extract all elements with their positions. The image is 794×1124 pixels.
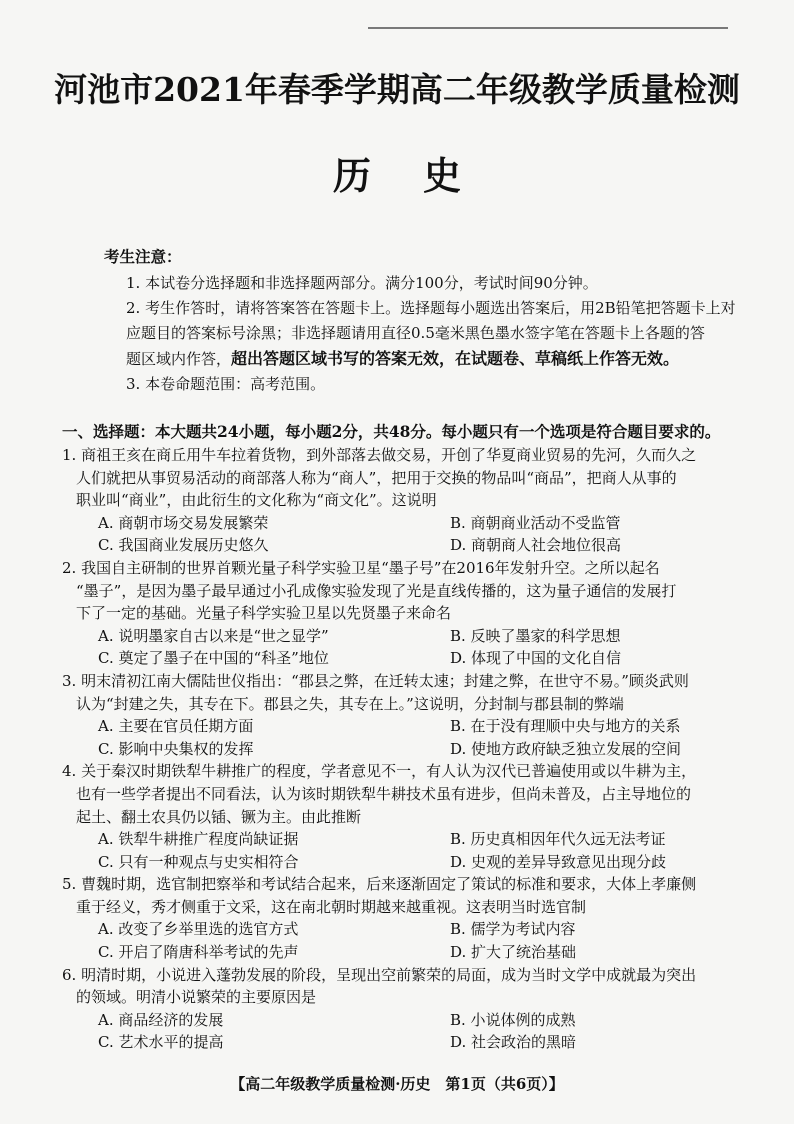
page-footer: 【高二年级教学质量检测·历史 第1页（共6页）】 [230,1075,564,1093]
exam-title: 河池市2021年春季学期高二年级教学质量检测 [54,70,740,109]
option-d: D. 史观的差异导致意见出现分歧 [450,852,667,871]
question-stem-line: 起土、翻土农具仍以锸、镢为主。由此推断 [76,807,362,826]
question-6 [62,964,782,1054]
option-c: C. 只有一种观点与史实相符合 [98,852,299,871]
option-c: C. 奠定了墨子在中国的“科圣”地位 [98,649,329,668]
question-stem-line: 重于经义，秀才侧重于文采，这在南北朝时期越来越重视。这表明当时选官制 [76,897,587,916]
option-a: A. 主要在官员任期方面 [98,717,254,736]
option-c: C. 开启了隋唐科举考试的先声 [98,943,299,962]
notice-emphasis: 超出答题区域书写的答案无效，在试题卷、草稿纸上作答无效。 [231,349,680,368]
option-c: C. 艺术水平的提高 [98,1033,224,1052]
question-stem-line: 认为“封建之失，其专在下。郡县之失，其专在上。”这说明，分封制与郡县制的弊端 [76,694,624,713]
question-list [62,444,782,1054]
option-b: B. 在于没有理顺中央与地方的关系 [450,717,681,736]
question-stem-line: 也有一些学者提出不同看法，认为该时期铁犁牛耕技术虽有进步，但尚未普及，占主导地位的 [76,784,692,803]
question-stem-line: 3. 明末清初江南大儒陆世仪指出：“郡县之弊，在迁转太速；封建之弊，在世守不易。”顾炎武则 [62,671,689,690]
question-2 [62,557,782,670]
question-5 [62,873,782,963]
option-b: B. 儒学为考试内容 [450,920,576,939]
question-stem-line: 6. 明清时期，小说进入蓬勃发展的阶段，呈现出空前繁荣的局面，成为当时文学中成就最为突出 [62,965,697,984]
question-stem-line: 人们就把从事贸易活动的商部落人称为“商人”，把用于交换的物品叫“商品”，把商人从事的 [76,468,677,487]
option-b: B. 历史真相因年代久远无法考证 [450,830,666,849]
question-stem-line: “墨子”，是因为墨子最早通过小孔成像实验发现了光是直线传播的，这为量子通信的发展打 [76,581,677,600]
option-b: B. 反映了墨家的科学思想 [450,626,621,645]
question-stem-line: 2. 我国自主研制的世界首颗光量子科学实验卫星“墨子号”在2016年发射升空。之所以起名 [62,558,660,577]
option-group [62,1009,782,1054]
question-4 [62,760,782,873]
option-a: A. 商朝市场交易发展繁荣 [98,513,269,532]
question-stem-line: 4. 关于秦汉时期铁犁牛耕推广的程度，学者意见不一，有人认为汉代已普遍使用或以牛耕为主， [62,762,697,781]
option-group [62,715,782,760]
subject-title: 历史 [332,153,513,198]
candidate-notice [86,244,766,397]
option-c: C. 影响中央集权的发挥 [98,739,254,758]
question-stem-line: 的领域。明清小说繁荣的主要原因是 [76,988,317,1007]
notice-item: 1. 本试卷分选择题和非选择题两部分。满分100分，考试时间90分钟。 [126,274,598,292]
option-b: B. 商朝商业活动不受监管 [450,513,621,532]
top-rule [368,27,728,29]
option-group [62,828,782,873]
option-group [62,918,782,963]
question-1 [62,444,782,557]
notice-heading: 考生注意： [104,247,182,266]
option-a: A. 改变了乡举里选的选官方式 [98,920,299,939]
notice-item-cont [86,346,766,372]
option-a: A. 铁犁牛耕推广程度尚缺证据 [98,830,299,849]
option-a: A. 商品经济的发展 [98,1010,224,1029]
option-a: A. 说明墨家自古以来是“世之显学” [98,626,329,645]
option-group [62,625,782,670]
option-b: B. 小说体例的成熟 [450,1010,576,1029]
question-stem-line: 下了一定的基础。光量子科学实验卫星以先贤墨子来命名 [76,604,452,623]
option-d: D. 社会政治的黑暗 [450,1033,577,1052]
notice-item: 2. 考生作答时，请将答案答在答题卡上。选择题每小题选出答案后，用2B铅笔把答题卡上对 [126,299,736,317]
notice-item-cont [86,321,766,346]
question-3 [62,670,782,760]
notice-text: 题区域内作答， [126,350,232,368]
option-d: D. 商朝商人社会地位很高 [450,536,622,555]
question-stem-line: 职业叫“商业”，由此衍生的文化称为“商文化”。这说明 [76,491,437,510]
question-stem-line: 5. 曹魏时期，选官制把察举和考试结合起来，后来逐渐固定了策试的标准和要求，大体上孝廉侧 [62,875,697,894]
notice-text: 应题目的答案标号涂黑；非选择题请用直径0.5毫米黑色墨水签字笔在答题卡上各题的答 [126,324,705,342]
option-group [62,512,782,557]
option-d: D. 扩大了统治基础 [450,943,577,962]
option-d: D. 使地方政府缺乏独立发展的空间 [450,739,682,758]
question-stem-line: 1. 商祖王亥在商丘用牛车拉着货物，到外部落去做交易，开创了华夏商业贸易的先河，久而久之 [62,446,697,464]
option-d: D. 体现了中国的文化自信 [450,649,622,668]
notice-item: 3. 本卷命题范围：高考范围。 [126,375,326,393]
option-c: C. 我国商业发展历史悠久 [98,536,269,555]
section-heading: 一、选择题：本大题共24小题，每小题2分，共48分。每小题只有一个选项是符合题目要求的。 [62,422,721,441]
